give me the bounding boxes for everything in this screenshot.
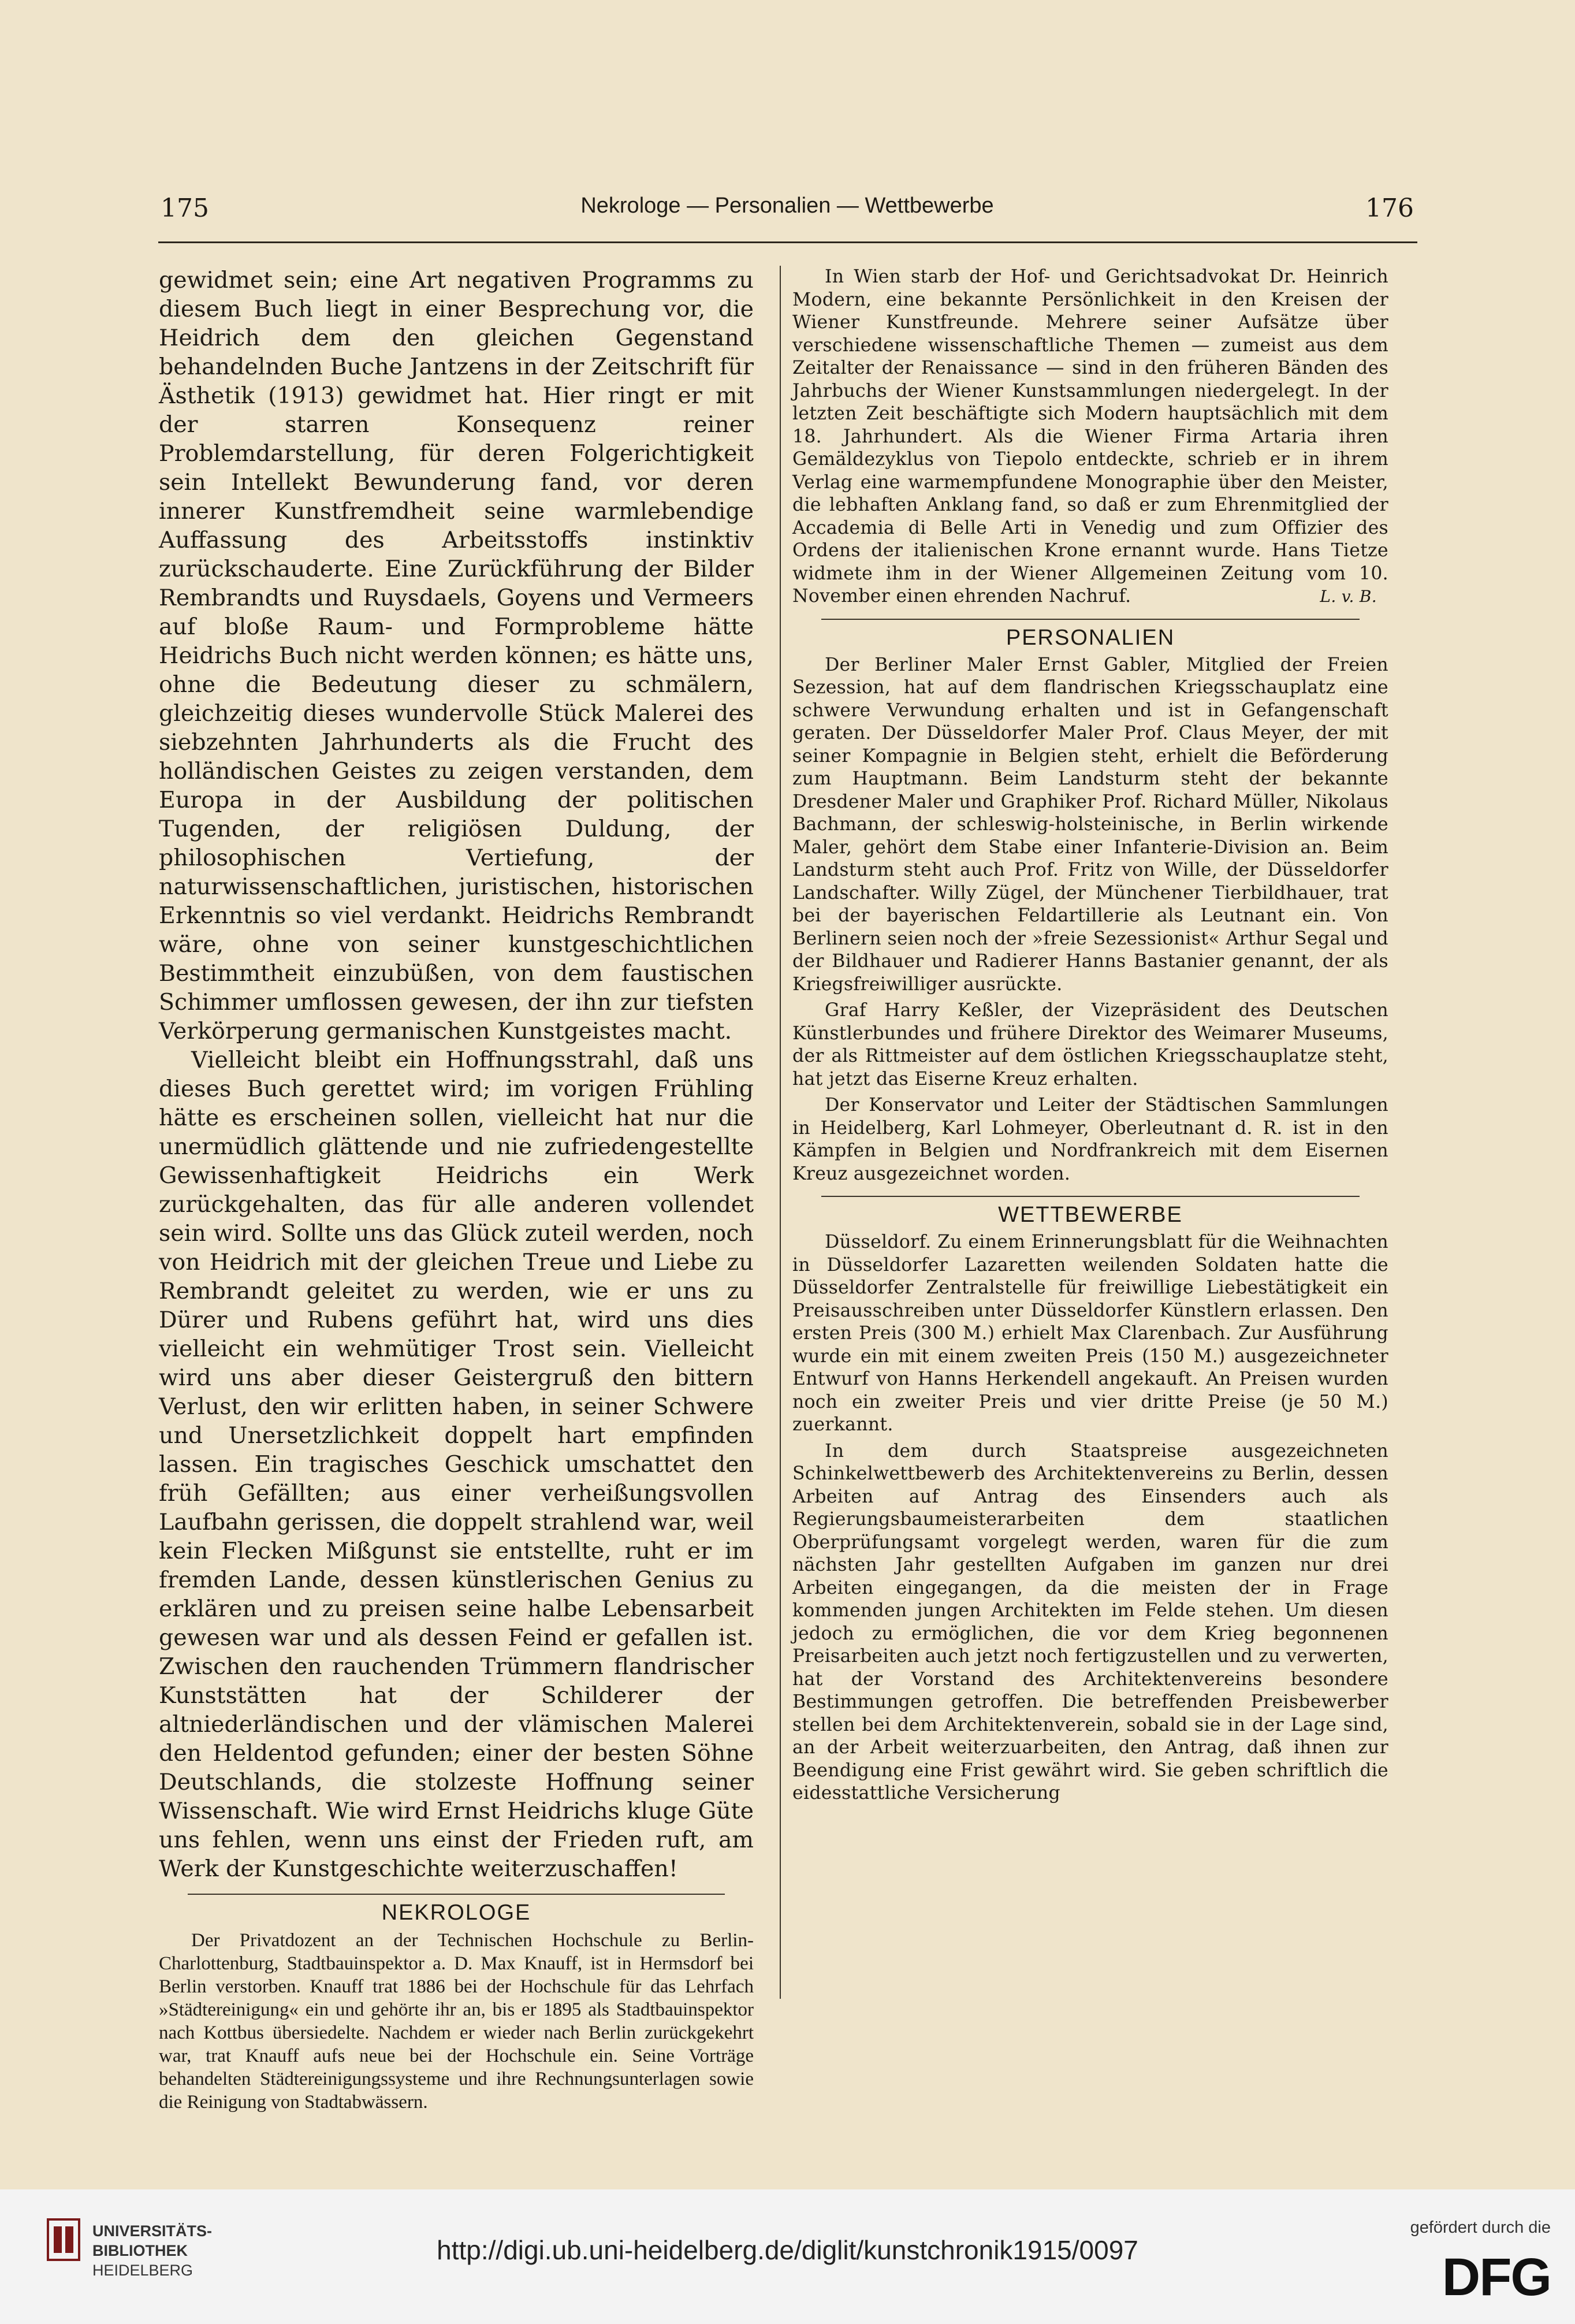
personalien-paragraph: Der Berliner Maler Ernst Gabler, Mitglied der Freien Sezession, hat auf dem flandrischen Kriegsschauplatz eine schwere Verwundung erhalten und ist in Gefangenschaft geraten. Der Düsseldorfer Maler Prof. Claus Meyer, der mit seiner Kompagnie in Belgien steht, erhielt die Beförderung zum Hauptmann. Beim Landsturm steht der bekannte Dresdener Maler und Graphiker Prof. Richard Müller, Nikolaus Bachmann, der schleswig-holsteinische, in Berlin wirkende Maler, gehört dem Stabe einer Infanterie-Division an. Beim Landsturm steht auch Prof. Fritz von Wille, der Düsseldorfer Landschafter. Willy Zügel, der Münchener Tierbildhauer, trat bei der bayerischen Feldartillerie als Leutnant ein. Von Berlinern seien noch der »freie Sezessionist« Arthur Segal und der Bildhauer und Radierer Hanns Bastanier genannt, der als Kriegsfreiwilliger ausrückte.: [792, 654, 1388, 995]
dfg-logo: DFG: [1442, 2248, 1551, 2307]
wettbewerbe-section: [792, 1231, 1388, 1805]
running-header: [161, 194, 1414, 234]
nekrologe-section: [159, 1929, 754, 2114]
obituary-continuation: [159, 266, 754, 1883]
left-column: [159, 266, 754, 2114]
section-heading-nekrologe: NEKROLOGE: [381, 1901, 531, 1925]
running-title: Nekrologe — Personalien — Wettbewerbe: [580, 194, 994, 218]
section-rule: [821, 619, 1360, 620]
page-number-right: 176: [1365, 194, 1414, 223]
section-heading-wettbewerbe: WETTBEWERBE: [998, 1203, 1183, 1227]
section-rule: [821, 1196, 1360, 1197]
header-rule: [158, 241, 1417, 243]
personalien-section: [792, 654, 1388, 1186]
wien-entry: [792, 266, 1388, 608]
permalink-url[interactable]: http://digi.ub.uni-heidelberg.de/diglit/kunstchronik1915/0097: [437, 2235, 1138, 2265]
right-column: [792, 266, 1388, 1805]
personalien-paragraph: Graf Harry Keßler, der Vizepräsident des Deutschen Künstlerbundes und frühere Direktor des Weimarer Museums, der als Rittmeister auf dem östlichen Kriegsschauplatze steht, hat jetzt das Eiserne Kreuz erhalten.: [792, 1000, 1388, 1090]
body-paragraph: gewidmet sein; eine Art negativen Programms zu diesem Buch liegt in einer Besprechung vor, die Heidrich dem den gleichen Gegenstand behandelnden Buche Jantzens in der Zeitschrift für Ästhetik (1913) gewidmet hat. Hier ringt er mit der starren Konsequenz reiner Problemdarstellung, für deren Folgerichtigkeit sein Intellekt Bewunderung fand, vor deren innerer Kunstfremdheit seine warmlebendige Auffassung des Arbeitsstoffs instinktiv zurückschauderte. Eine Zurückführung der Bilder Rembrandts und Ruysdaels, Goyens und Vermeers auf bloße Raum- und Formprobleme hätte Heidrichs Buch nicht werden können; es hätte uns, ohne die Bedeutung dieser zu schmälern, gleichzeitig dieses wundervolle Stück Malerei des siebzehnten Jahrhunderts als die Frucht des holländischen Geistes zu zeigen verstanden, dem Europa in der Ausbildung der politischen Tugenden, der religiösen Duldung, der philosophischen Vertiefung, der naturwissenschaftlichen, juristischen, historischen Erkenntnis so viel verdankt. Heidrichs Rembrandt wäre, ohne von seiner kunstgeschichtlichen Bestimmtheit einzubüßen, von dem faustischen Schimmer umflossen gewesen, der ihn zur tiefsten Verkörperung germanischen Kunstgeistes macht.: [159, 267, 754, 1044]
library-name-line: UNIVERSITÄTS-: [92, 2222, 213, 2240]
funding-note: gefördert durch die: [1410, 2218, 1551, 2237]
wien-text: In Wien starb der Hof- und Gerichtsadvokat Dr. Heinrich Modern, eine bekannte Persönlichkeit in den Kreisen der Wiener Kunstfreunde. Mehrere seiner Aufsätze über verschiedene wissenschaftliche Themen — zumeist aus dem Zeitalter der Renaissance — sind in den früheren Bänden des Jahrbuchs der Wiener Kunstsammlungen niedergelegt. In der letzten Zeit beschäftigte sich Modern hauptsächlich mit dem 18. Jahrhundert. Als die Wiener Firma Artaria ihren Gemäldezyklus von Tiepolo entdeckte, schrieb er in ihrem Verlag eine warmempfundene Monographie über den Meister, die lebhaften Anklang fand, so daß er zum Ehrenmitglied der Accademia di Belle Arti in Venedig und zum Offizier des Ordens der italienischen Krone ernannt wurde. Hans Tietze widmete ihm in der Wiener Allgemeinen Zeitung vom 10. November einen ehrenden Nachruf.: [792, 266, 1388, 607]
section-rule: [188, 1894, 725, 1895]
personalien-paragraph: Der Konservator und Leiter der Städtischen Sammlungen in Heidelberg, Karl Lohmeyer, Oberleutnant d. R. ist in den Kämpfen in Belgien und Nordfrankreich mit dem Eisernen Kreuz ausgezeichnet worden.: [792, 1095, 1388, 1184]
body-paragraph: Vielleicht bleibt ein Hoffnungsstrahl, daß uns dieses Buch gerettet wird; im vorigen Frühling hätte es erscheinen sollen, vielleicht hat nur die unermüdlich glättende und nie zufriedengestellte Gewissenhaftigkeit Heidrichs ein Werk zurückgehalten, das für alle anderen vollendet sein wird. Sollte uns das Glück zuteil werden, noch von Heidrich mit der gleichen Treue und Liebe zu Rembrandt geleitet zu werden, wie er uns zu Dürer und Rubens geführt hat, wird uns dies vielleicht ein wehmütiger Trost sein. Vielleicht wird uns aber dieser Geistergruß den bittern Verlust, den wir erlitten haben, in seiner Schwere und Unersetzlichkeit doppelt hart empfinden lassen. Ein tragisches Geschick umschattet den früh Gefällten; aus einer verheißungsvollen Laufbahn gerissen, die doppelt strahlend war, weil kein Flecken Mißgunst sie entstellte, ruht er im fremden Lande, dessen künstlerischen Genius zu erklären und zu preisen seine halbe Lebensarbeit gewesen war und als dessen Feind er gefallen ist. Zwischen den rauchenden Trümmern flandrischer Kunststätten hat der Schilderer der altniederländischen und der vlämischen Malerei den Heldentod gefunden; einer der besten Söhne Deutschlands, die stolzeste Hoffnung seiner Wissenschaft. Wie wird Ernst Heidrichs kluge Güte uns fehlen, wenn uns einst der Frieden ruft, am Werk der Kunstgeschichte weiterzuschaffen!: [159, 1047, 754, 1882]
column-divider: [780, 266, 781, 1999]
author-signature: L. v. B.: [1320, 587, 1377, 606]
digitization-footer: [0, 2189, 1575, 2324]
page-number-left: 175: [161, 194, 209, 223]
library-name-line: BIBLIOTHEK: [92, 2242, 188, 2259]
wettbewerbe-paragraph: In dem durch Staatspreise ausgezeichneten Schinkelwettbewerb des Architektenvereins zu Berlin, dessen Arbeiten auf Antrag des Einsenders auch als Regierungsbaumeisterarbeiten dem staatlichen Oberprüfungsamt vorgelegt werden, waren für die zum nächsten Jahr gestellten Aufgaben im ganzen nur drei Arbeiten eingegangen, da die meisten der in Frage kommenden jungen Architekten im Felde stehen. Um diesen jedoch zu ermöglichen, die vor dem Krieg begonnenen Preisarbeiten auch jetzt noch fertigzustellen und zu verwerten, hat der Vorstand des Architektenvereins besondere Bestimmungen getroffen. Die betreffenden Preisbewerber stellen bei dem Architektenverein, sobald sie in der Lage sind, an der Arbeit weiterzuarbeiten, den Antrag, daß ihnen zur Beendigung eine Frist gewährt wird. Sie geben schriftlich die eidesstattliche Versicherung: [792, 1440, 1388, 1804]
section-heading-personalien: PERSONALIEN: [1006, 625, 1175, 650]
wettbewerbe-paragraph: Düsseldorf. Zu einem Erinnerungsblatt für die Weihnachten in Düsseldorfer Lazaretten weilenden Soldaten hatte die Düsseldorfer Zentralstelle für freiwillige Liebestätigkeit ein Preisausschreiben unter Düsseldorfer Künstlern erlassen. Den ersten Preis (300 M.) erhielt Max Clarenbach. Zur Ausführung wurde ein mit einem zweiten Preis (150 M.) ausgezeichneter Entwurf von Hanns Herkendell angekauft. An Preisen wurden noch ein zweiter Preis und vier dritte Preise (je 50 M.) zuerkannt.: [792, 1232, 1388, 1435]
library-name-line: HEIDELBERG: [92, 2262, 193, 2279]
wien-paragraph: [792, 266, 1388, 608]
nekrolog-entry: Der Privatdozent an der Technischen Hochschule zu Berlin-Charlottenburg, Stadtbauinspektor a. D. Max Knauff, ist in Hermsdorf bei Berlin verstorben. Knauff trat 1886 bei der Hochschule für das Lehrfach »Städtereinigung« ein und gehörte ihr an, bis er 1895 als Stadtbauinspektor nach Kottbus übersiedelte. Nachdem er wieder nach Berlin zurückgekehrt war, trat Knauff aufs neue bei der Hochschule ein. Seine Vorträge behandelten Städtereinigungssysteme und ihre Rechnungsunterlagen sowie die Reinigung von Stadtabwässern.: [159, 1930, 754, 2113]
